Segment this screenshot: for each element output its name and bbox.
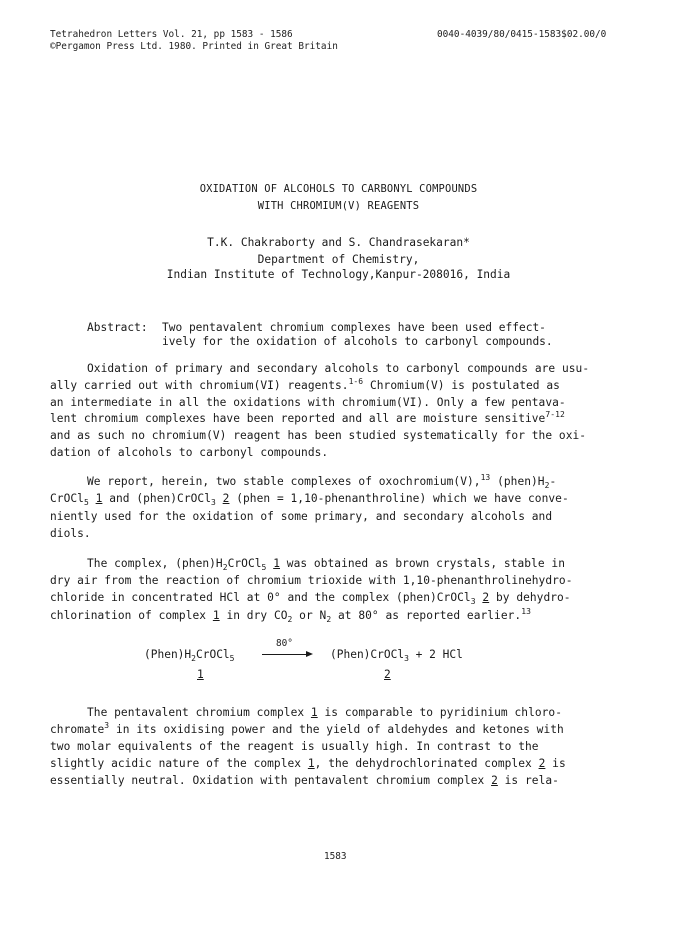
p2-line-4: diols.: [50, 527, 91, 540]
reaction-arrow-icon: [306, 651, 313, 657]
p3-line-2: dry air from the reaction of chromium trioxide with 1,10-phenanthrolinehydro-: [50, 574, 573, 587]
p4-line-5: essentially neutral. Oxidation with pentavalent chromium complex 2 is rela-: [50, 774, 559, 787]
publisher-line: ©Pergamon Press Ltd. 1980. Printed in Great Britain: [50, 41, 338, 52]
p1-line-6: dation of alcohols to carbonyl compounds.: [50, 446, 329, 459]
p3-line-3: chloride in concentrated HCl at 0° and the complex (phen)CrOCl$_3$ 2 by dehydro-: [50, 591, 571, 606]
institute: Indian Institute of Technology,Kanpur-208016, India: [166, 268, 511, 281]
p2-line-3: niently used for the oxidation of some primary, and secondary alcohols and: [50, 510, 553, 523]
equation-label-2: 2: [384, 668, 391, 681]
article-code: 0040-4039/80/0415-1583$02.00/0: [437, 29, 607, 40]
p2-line-2: CrOCl$_5$ 1 and (phen)CrOCl$_3$ 2 (phen = 1,10-phenanthroline) which we have conve-: [50, 492, 569, 507]
abstract-label: Abstract:: [87, 321, 148, 334]
reaction-arrow-line: [262, 654, 308, 655]
abstract-line-2: ively for the oxidation of alcohols to carbonyl compounds.: [162, 335, 553, 348]
p2-line-1: We report, herein, two stable complexes of oxochromium(V),$^{13}$ $(phen)H_2-$: [87, 473, 557, 490]
p3-line-4: chlorination of complex 1 in dry $CO_2$ or $N_2$ at 80° as reported earlier.$^{13}$: [50, 607, 531, 624]
p4-line-4: slightly acidic nature of the complex 1, the dehydrochlorinated complex 2 is: [50, 757, 566, 770]
title-line-1: OXIDATION OF ALCOHOLS TO CARBONYL COMPOUNDS: [199, 183, 478, 195]
p1-line-4: lent chromium complexes have been reported and all are moisture sensitive$^{7-12}$: [50, 410, 565, 425]
p1-line-2: ally carried out with chromium(VI) reagents.$^{1-6}$ Chromium(V) is postulated as: [50, 377, 560, 392]
p1-line-1: Oxidation of primary and secondary alcohols to carbonyl compounds are usu-: [87, 362, 590, 375]
p4-line-2: chromate$^3$ in its oxidising power and the yield of aldehydes and ketones with: [50, 721, 564, 736]
p1-line-5: and as such no chromium(V) reagent has been studied systematically for the oxi-: [50, 429, 587, 442]
p4-line-3: two molar equivalents of the reagent is usually high. In contrast to the: [50, 740, 539, 753]
p3-line-1: The complex, $(phen)H_2CrOCl_5$ 1 was obtained as brown crystals, stable in: [87, 557, 565, 572]
equation-label-1: 1: [197, 668, 204, 681]
p1-line-3: an intermediate in all the oxidations with chromium(VI). Only a few pentava-: [50, 396, 566, 409]
p4-line-1: The pentavalent chromium complex 1 is comparable to pyridinium chloro-: [87, 706, 562, 719]
journal-line: Tetrahedron Letters Vol. 21, pp 1583 - 1586: [50, 29, 293, 40]
department: Department of Chemistry,: [257, 253, 420, 266]
title-line-2: WITH CHROMIUM(V) REAGENTS: [257, 200, 420, 212]
page-number: 1583: [324, 851, 347, 862]
equation-condition: 80°: [276, 638, 293, 649]
authors: T.K. Chakraborty and S. Chandrasekaran*: [207, 236, 470, 249]
equation-product: (Phen)CrOCl$_3$ + 2 HCl: [330, 648, 463, 663]
abstract-line-1: Two pentavalent chromium complexes have been used effect-: [162, 321, 546, 334]
equation-reactant: $(Phen)H_2CrOCl_5$: [144, 648, 235, 663]
